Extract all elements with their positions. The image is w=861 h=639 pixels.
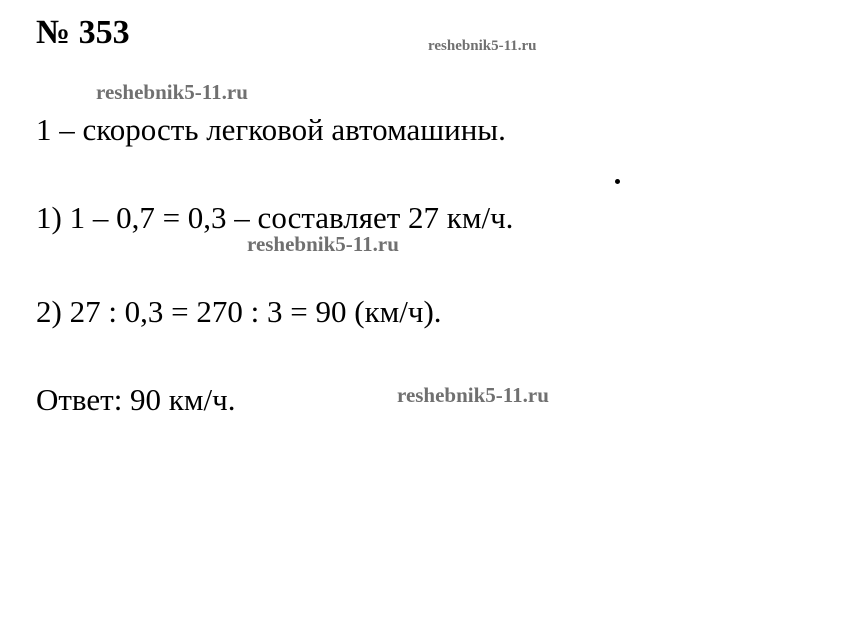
solution-line-step-1: 1) 1 – 0,7 = 0,3 – составляет 27 км/ч. <box>36 200 514 235</box>
watermark-text: reshebnik5-11.ru <box>397 383 549 407</box>
watermark-text: reshebnik5-11.ru <box>428 38 537 54</box>
solution-answer-line: Ответ: 90 км/ч. <box>36 382 236 417</box>
watermark-text: reshebnik5-11.ru <box>96 80 248 104</box>
stray-dot-mark <box>615 179 620 184</box>
solution-line-step-2: 2) 27 : 0,3 = 270 : 3 = 90 (км/ч). <box>36 294 442 329</box>
watermark-text: reshebnik5-11.ru <box>247 232 399 256</box>
solution-line-definition: 1 – скорость легковой автомашины. <box>36 112 506 147</box>
problem-number-title: № 353 <box>36 14 130 51</box>
